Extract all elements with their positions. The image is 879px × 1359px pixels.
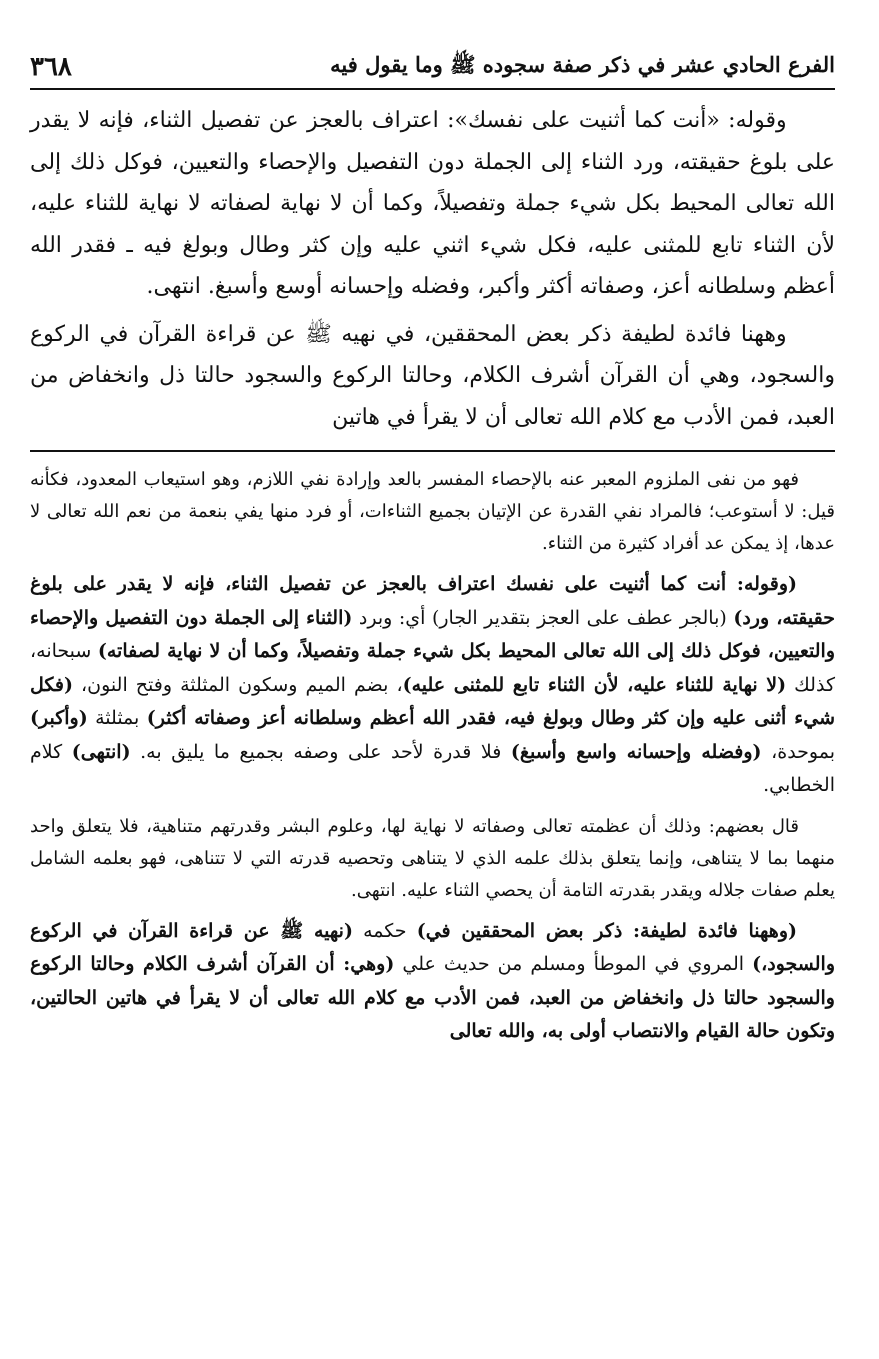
gloss-text: سبحانه، كذلك [30,640,835,696]
book-page [30,50,835,1057]
quoted-text: (وفضله وإحسانه واسع وأسبغ) [510,740,762,763]
main-paragraph: وقوله: «أنت كما أثنيت على نفسك»: اعتراف بالعجز عن تفصيل الثناء، فإنه لا يقدر على بلوغ حقيقته، ورد الثناء إلى الجملة دون التفصيل والإحصاء والتعيين، فوكل ذلك إلى الله تعالى المحيط بكل شيء جملة وتفصيلاً، وكما أن لا نهاية لصفاته لا نهاية للثناء عليه، لأن الثناء تابع للمثنى عليه، فكل شيء اثني عليه وإن كثر وطال وبولغ فيه ـ فقدر الله أعظم وسلطانه أعز، وصفاته أكثر وأكبر، وفضله وإحسانه أوسع وأسبغ. انتهى. [30,108,835,299]
commentary-paragraph [30,915,835,1049]
quoted-text: (نهيه ﷺ عن قراءة القرآن في الركوع والسجود،) [30,919,835,975]
commentary-paragraph [30,568,835,803]
main-text [30,100,835,438]
quoted-text: (لا نهاية للثناء عليه، لأن الثناء تابع للمثنى عليه) [402,673,787,696]
gloss-text: فلا قدرة لأحد على وصفه بجميع ما يليق به. [130,740,511,763]
footnote-divider [30,450,835,452]
page-number: ٣٦٨ [30,52,72,82]
commentary-paragraph: قال بعضهم: وذلك أن عظمته تعالى وصفاته لا نهاية لها، وعلوم البشر وقدرتهم متناهية، فلا يتعلق واحد منهما بما لا يتناهى، وإنما يتعلق بذلك علمه الذي لا يتناهى وتحصيه قدرته التي لا تتناهى، فهو بعلمه الشامل يعلم صفات جلاله ويقدر بقدرته التامة أن يحصي الثناء عليه. انتهى. [30,815,835,901]
commentary-paragraph: فهو من نفى الملزوم المعبر عنه بالإحصاء المفسر بالعد وإرادة نفي اللازم، وهو استيعاب المعدود، فكأنه قيل: لا أستوعب؛ فالمراد نفي القدرة عن الإتيان بجميع الثناءات، أو فرد منها يفي بنعمة من نعم الله تعالى لا عدها، إذ يمكن عد أفراد كثيرة من الثناء. [30,469,835,554]
gloss-text: المروي في الموطأ ومسلم من حديث علي [394,953,753,975]
gloss-text: حكمه [352,919,417,942]
quoted-text: (فكل شيء أثنى عليه وإن كثر وطال وبولغ فيه، فقدر الله أعظم وسلطانه أعز وصفاته أكثر) [30,673,835,729]
gloss-text: ، بضم الميم وسكون المثلثة وفتح النون، [72,673,403,696]
quoted-text: (الثناء إلى الجملة دون التفصيل والإحصاء والتعيين، فوكل ذلك إلى الله تعالى المحيط بكل شيء جملة وتفصيلاً، وكما أن لا نهاية لصفاته) [30,606,836,662]
chapter-title: الفرع الحادي عشر في ذكر صفة سجوده ﷺ وما يقول فيه [330,51,835,77]
quoted-text: (وأكبر) [30,707,88,729]
gloss-text: (بالجر عطف على العجز بتقدير الجار) أي: وبرد [352,606,734,629]
page-header [30,50,835,90]
quoted-text: (وهي: أن القرآن أشرف الكلام وحالتا الركوع والسجود حالتا ذل وانخفاض من العبد، فمن الأدب مع كلام الله تعالى أن لا يقرأ في هاتين الحالتين، وتكون حالة القيام والانتصاب أولى به، والله تعالى [30,953,835,1042]
gloss-text: كلام الخطابي. [30,740,835,796]
quoted-text: (وههنا فائدة لطيفة: ذكر بعض المحققين في) [416,919,797,942]
gloss-text: بمثلثة [87,707,147,729]
commentary-section [30,464,835,1049]
main-paragraph: وههنا فائدة لطيفة ذكر بعض المحققين، في نهيه ﷺ عن قراءة القرآن في الركوع والسجود، وهي أن القرآن أشرف الكلام، وحالتا الركوع والسجود حالتا ذل وانخفاض من العبد، فمن الأدب مع كلام الله تعالى أن لا يقرأ في هاتين [30,321,835,430]
gloss-text: بموحدة، [761,740,836,763]
quoted-text: (انتهى) [71,740,131,763]
quoted-text: (وقوله: أنت كما أثنيت على نفسك اعتراف بالعجز عن تفصيل الثناء، فإنه لا يقدر على بلوغ حقيقته، ورد) [30,573,835,629]
